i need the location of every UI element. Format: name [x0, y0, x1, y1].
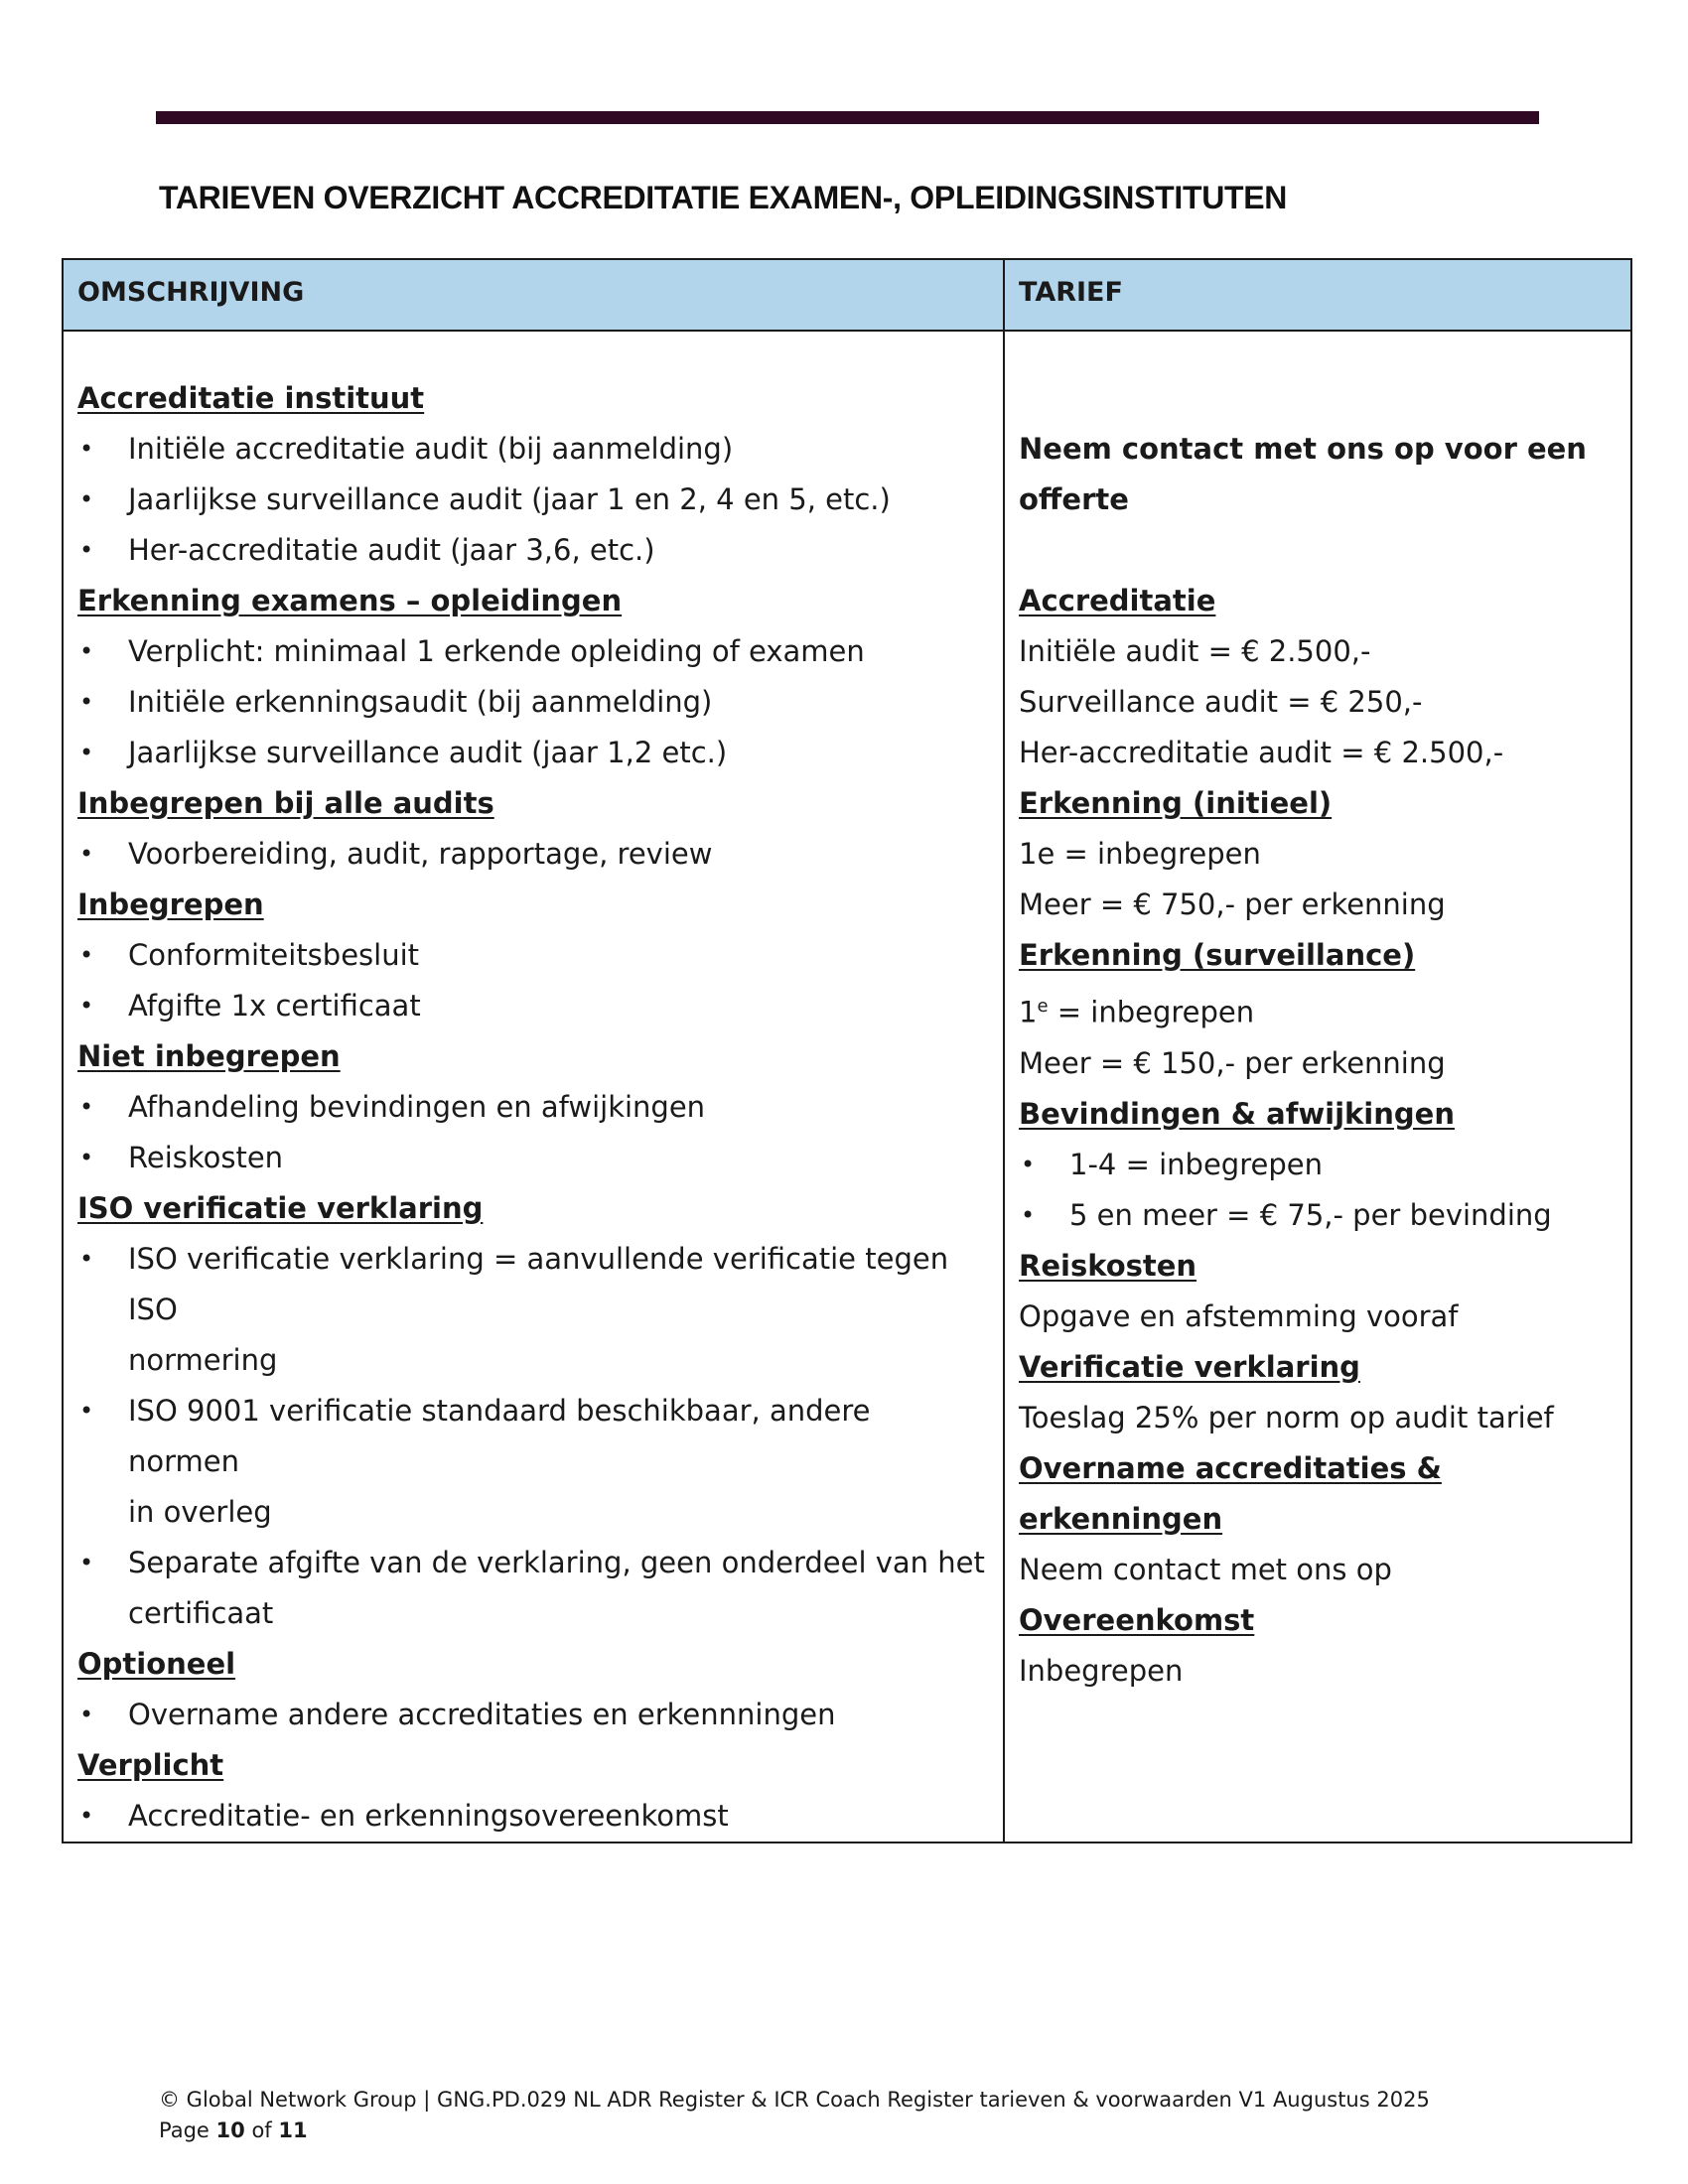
- section-heading: Accreditatie: [1019, 584, 1216, 617]
- list-item-line: • ISO verificatie verklaring = aanvullende verificatie tegen ISO: [128, 1242, 949, 1326]
- ordinal-suffix: e: [1037, 996, 1049, 1017]
- section-heading: Verplicht: [77, 1748, 224, 1782]
- tariff-line: Opgave en afstemming vooraf: [1019, 1298, 1459, 1333]
- list-item: • Afhandeling bevindingen en afwijkingen: [77, 1082, 989, 1133]
- list-item: • Overname andere accreditaties en erkennningen: [77, 1690, 989, 1740]
- list-item: • Verplicht: minimaal 1 erkende opleiding of examen: [77, 626, 989, 677]
- footer-copyright: © Global Network Group | GNG.PD.029 NL ADR Register & ICR Coach Register tarieven & voorwaarden V1 Augustus 2025: [159, 2088, 1430, 2112]
- section-heading: Inbegrepen: [77, 887, 264, 921]
- section-heading: Erkenning examens – opleidingen: [77, 584, 623, 617]
- tariff-line: Toeslag 25% per norm op audit tarief: [1019, 1400, 1554, 1434]
- tariff-line: Initiële audit = € 2.500,-: [1019, 634, 1371, 668]
- page-footer: [159, 2085, 1430, 2146]
- tariff-line: 1e = inbegrepen: [1019, 837, 1261, 871]
- list-item: • Reiskosten: [77, 1133, 989, 1183]
- list-item: • Jaarlijkse surveillance audit (jaar 1,2 etc.): [77, 728, 989, 778]
- tariff-line: Meer = € 150,- per erkenning: [1019, 1045, 1446, 1080]
- section-heading: Overeenkomst: [1019, 1602, 1255, 1637]
- section-heading: Verificatie verklaring: [1019, 1349, 1360, 1384]
- rates-table: [62, 258, 1632, 1843]
- section-heading: Optioneel: [77, 1647, 236, 1681]
- tariff-line: Neem contact met ons op: [1019, 1552, 1392, 1586]
- section-heading: Reiskosten: [1019, 1248, 1197, 1283]
- tariff-line: Meer = € 750,- per erkenning: [1019, 887, 1446, 921]
- list-item: • Conformiteitsbesluit: [77, 930, 989, 981]
- list-item: • Afgifte 1x certificaat: [77, 981, 989, 1031]
- tariff-line: [1019, 981, 1617, 1038]
- tariff-line-text: = inbegrepen: [1056, 995, 1255, 1029]
- description-cell: [63, 331, 1004, 1843]
- page-total: 11: [278, 2118, 308, 2142]
- ordinal-base: 1: [1019, 995, 1038, 1029]
- tariff-line: Surveillance audit = € 250,-: [1019, 685, 1423, 719]
- section-heading: Erkenning (surveillance): [1019, 938, 1416, 972]
- section-heading: Bevindingen & afwijkingen: [1019, 1096, 1455, 1131]
- top-rule: [156, 111, 1539, 124]
- list-item: • Jaarlijkse surveillance audit (jaar 1 en 2, 4 en 5, etc.): [77, 475, 989, 525]
- section-heading: Accreditatie instituut: [77, 381, 425, 415]
- section-heading: Overname accreditaties &: [1019, 1450, 1442, 1485]
- list-item-line: • Separate afgifte van de verklaring, geen onderdeel van het: [128, 1546, 985, 1579]
- tariff-line: Her-accreditatie audit = € 2.500,-: [1019, 736, 1504, 769]
- list-item: • Initiële accreditatie audit (bij aanmelding): [77, 424, 989, 475]
- header-tarief: TARIEF: [1004, 259, 1631, 331]
- list-item-line: certificaat: [128, 1596, 274, 1630]
- page-current: 10: [215, 2118, 245, 2142]
- table-header-row: [63, 259, 1631, 331]
- list-item: • Initiële erkenningsaudit (bij aanmelding): [77, 677, 989, 728]
- page-of: of: [251, 2118, 272, 2142]
- list-item-line: normering: [128, 1343, 278, 1377]
- section-heading: ISO verificatie verklaring: [77, 1191, 484, 1225]
- section-heading: Niet inbegrepen: [77, 1039, 341, 1073]
- list-item: • 5 en meer = € 75,- per bevinding: [1019, 1190, 1617, 1241]
- page-label: Page: [159, 2118, 210, 2142]
- header-omschrijving: OMSCHRIJVING: [63, 259, 1004, 331]
- section-heading: erkenningen: [1019, 1501, 1223, 1536]
- list-item: [77, 1386, 989, 1538]
- list-item-line: in overleg: [128, 1495, 272, 1529]
- list-item: [77, 1538, 989, 1639]
- section-heading: Inbegrepen bij alle audits: [77, 786, 494, 820]
- contact-note-line: Neem contact met ons op voor een: [1019, 432, 1587, 466]
- page-number: [159, 2116, 1430, 2146]
- page-title: TARIEVEN OVERZICHT ACCREDITATIE EXAMEN-, OPLEIDINGSINSTITUTEN: [159, 180, 1288, 215]
- section-heading: Erkenning (initieel): [1019, 786, 1333, 820]
- list-item: • Accreditatie- en erkenningsovereenkomst: [77, 1791, 989, 1842]
- list-item: • Voorbereiding, audit, rapportage, review: [77, 829, 989, 880]
- list-item-line: • ISO 9001 verificatie standaard beschikbaar, andere normen: [128, 1394, 871, 1478]
- list-item: • 1-4 = inbegrepen: [1019, 1140, 1617, 1190]
- tariff-line: Inbegrepen: [1019, 1653, 1184, 1688]
- tariff-cell: [1004, 331, 1631, 1843]
- list-item: • Her-accreditatie audit (jaar 3,6, etc.): [77, 525, 989, 576]
- list-item: [77, 1234, 989, 1386]
- contact-note-line: offerte: [1019, 482, 1129, 516]
- table-row: [63, 331, 1631, 1843]
